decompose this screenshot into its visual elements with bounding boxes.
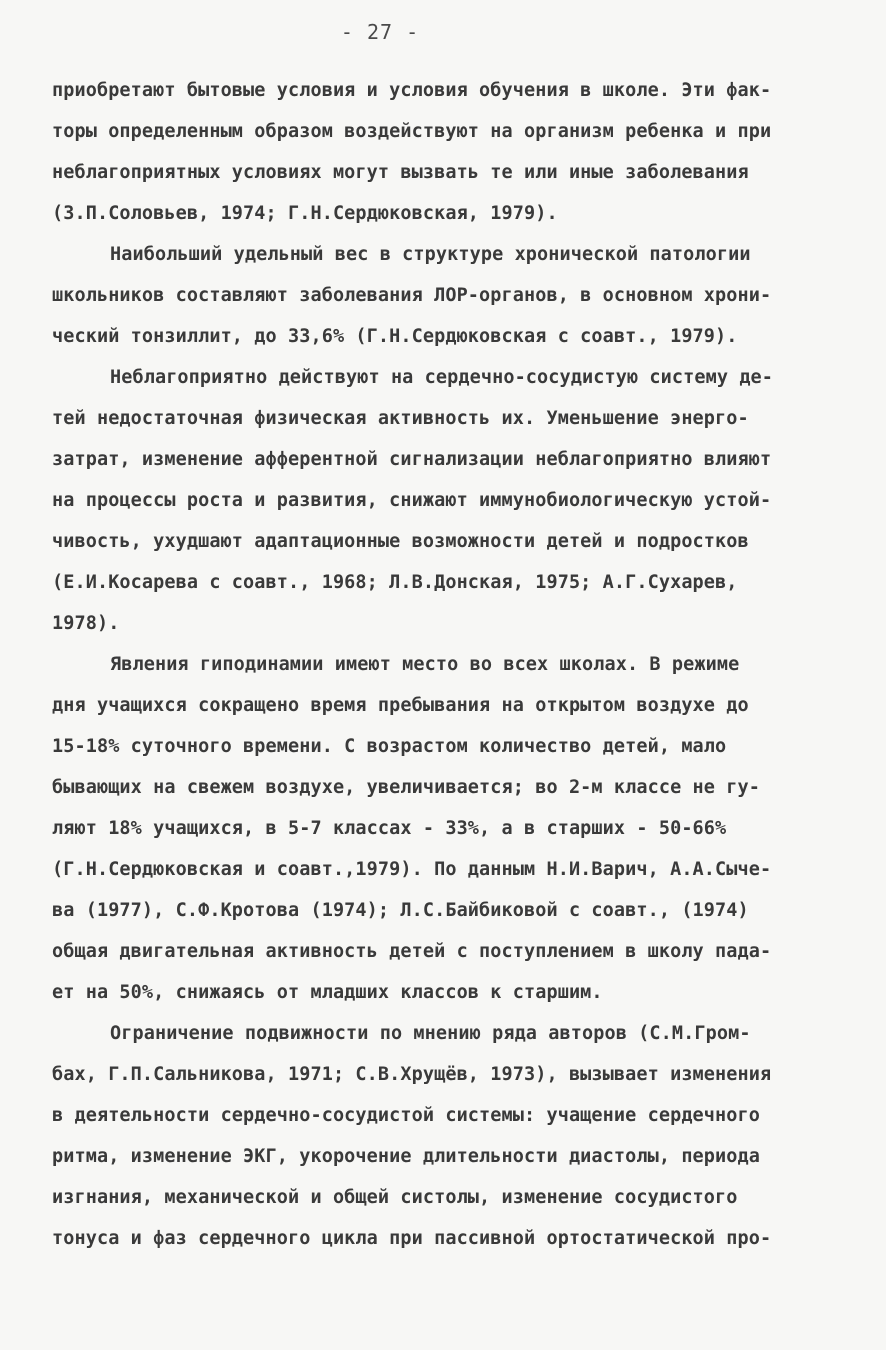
text-line: дня учащихся сокращено время пребывания на открытом воздухе до bbox=[52, 695, 749, 716]
text-line: (З.П.Соловьев, 1974; Г.Н.Сердюковская, 1979). bbox=[52, 203, 558, 224]
text-line: бывающих на свежем воздухе, увеличивается; во 2-м классе не гу- bbox=[52, 777, 760, 798]
text-line: приобретают бытовые условия и условия обучения в школе. Эти фак- bbox=[52, 80, 772, 101]
text-line: общая двигательная активность детей с поступлением в школу пада- bbox=[52, 941, 772, 962]
text-line: тонуса и фаз сердечного цикла при пассивной ортостатической про- bbox=[52, 1228, 772, 1249]
text-line: торы определенным образом воздействуют на организм ребенка и при bbox=[52, 121, 772, 142]
text-line: тей недостаточная физическая активность их. Уменьшение энерго- bbox=[52, 408, 749, 429]
text-line: ритма, изменение ЭКГ, укорочение длительности диастолы, периода bbox=[52, 1146, 760, 1167]
page-number: - 27 - bbox=[340, 20, 420, 44]
text-line: изгнания, механической и общей систолы, изменение сосудистого bbox=[52, 1187, 738, 1208]
text-line: в деятельности сердечно-сосудистой системы: учащение сердечного bbox=[52, 1105, 760, 1126]
text-line: неблагоприятных условиях могут вызвать те или иные заболевания bbox=[52, 162, 749, 183]
text-line: ва (1977), С.Ф.Кротова (1974); Л.С.Байбиковой с соавт., (1974) bbox=[52, 900, 749, 921]
text-line: бах, Г.П.Сальникова, 1971; С.В.Хрущёв, 1973), вызывает изменения bbox=[52, 1064, 772, 1085]
text-line: затрат, изменение афферентной сигнализации неблагоприятно влияют bbox=[52, 449, 772, 470]
text-line: (Г.Н.Сердюковская и соавт.,1979). По данным Н.И.Варич, А.А.Сыче- bbox=[52, 859, 772, 880]
text-line: 15-18% суточного времени. С возрастом количество детей, мало bbox=[52, 736, 727, 757]
text-line: 1978). bbox=[52, 613, 120, 634]
paragraph-first-line: Неблагоприятно действуют на сердечно-сосудистую систему де- bbox=[110, 367, 774, 388]
text-line: (Е.И.Косарева с соавт., 1968; Л.В.Донская, 1975; А.Г.Сухарев, bbox=[52, 572, 738, 593]
text-line: ет на 50%, снижаясь от младших классов к старшим. bbox=[52, 982, 603, 1003]
text-line: на процессы роста и развития, снижают иммунобиологическую устой- bbox=[52, 490, 772, 511]
text-line: школьников составляют заболевания ЛОР-органов, в основном хрони- bbox=[52, 285, 772, 306]
text-line: чивость, ухудшают адаптационные возможности детей и подростков bbox=[52, 531, 749, 552]
paragraph-first-line: Явления гиподинамии имеют место во всех школах. В режиме bbox=[110, 654, 740, 675]
text-line: ческий тонзиллит, до 33,6% (Г.Н.Сердюковская с соавт., 1979). bbox=[52, 326, 738, 347]
paragraph-first-line: Наибольший удельный вес в структуре хронической патологии bbox=[110, 244, 751, 265]
paragraph-first-line: Ограничение подвижности по мнению ряда авторов (С.М.Гром- bbox=[110, 1023, 751, 1044]
text-line: ляют 18% учащихся, в 5-7 классах - 33%, а в старших - 50-66% bbox=[52, 818, 727, 839]
